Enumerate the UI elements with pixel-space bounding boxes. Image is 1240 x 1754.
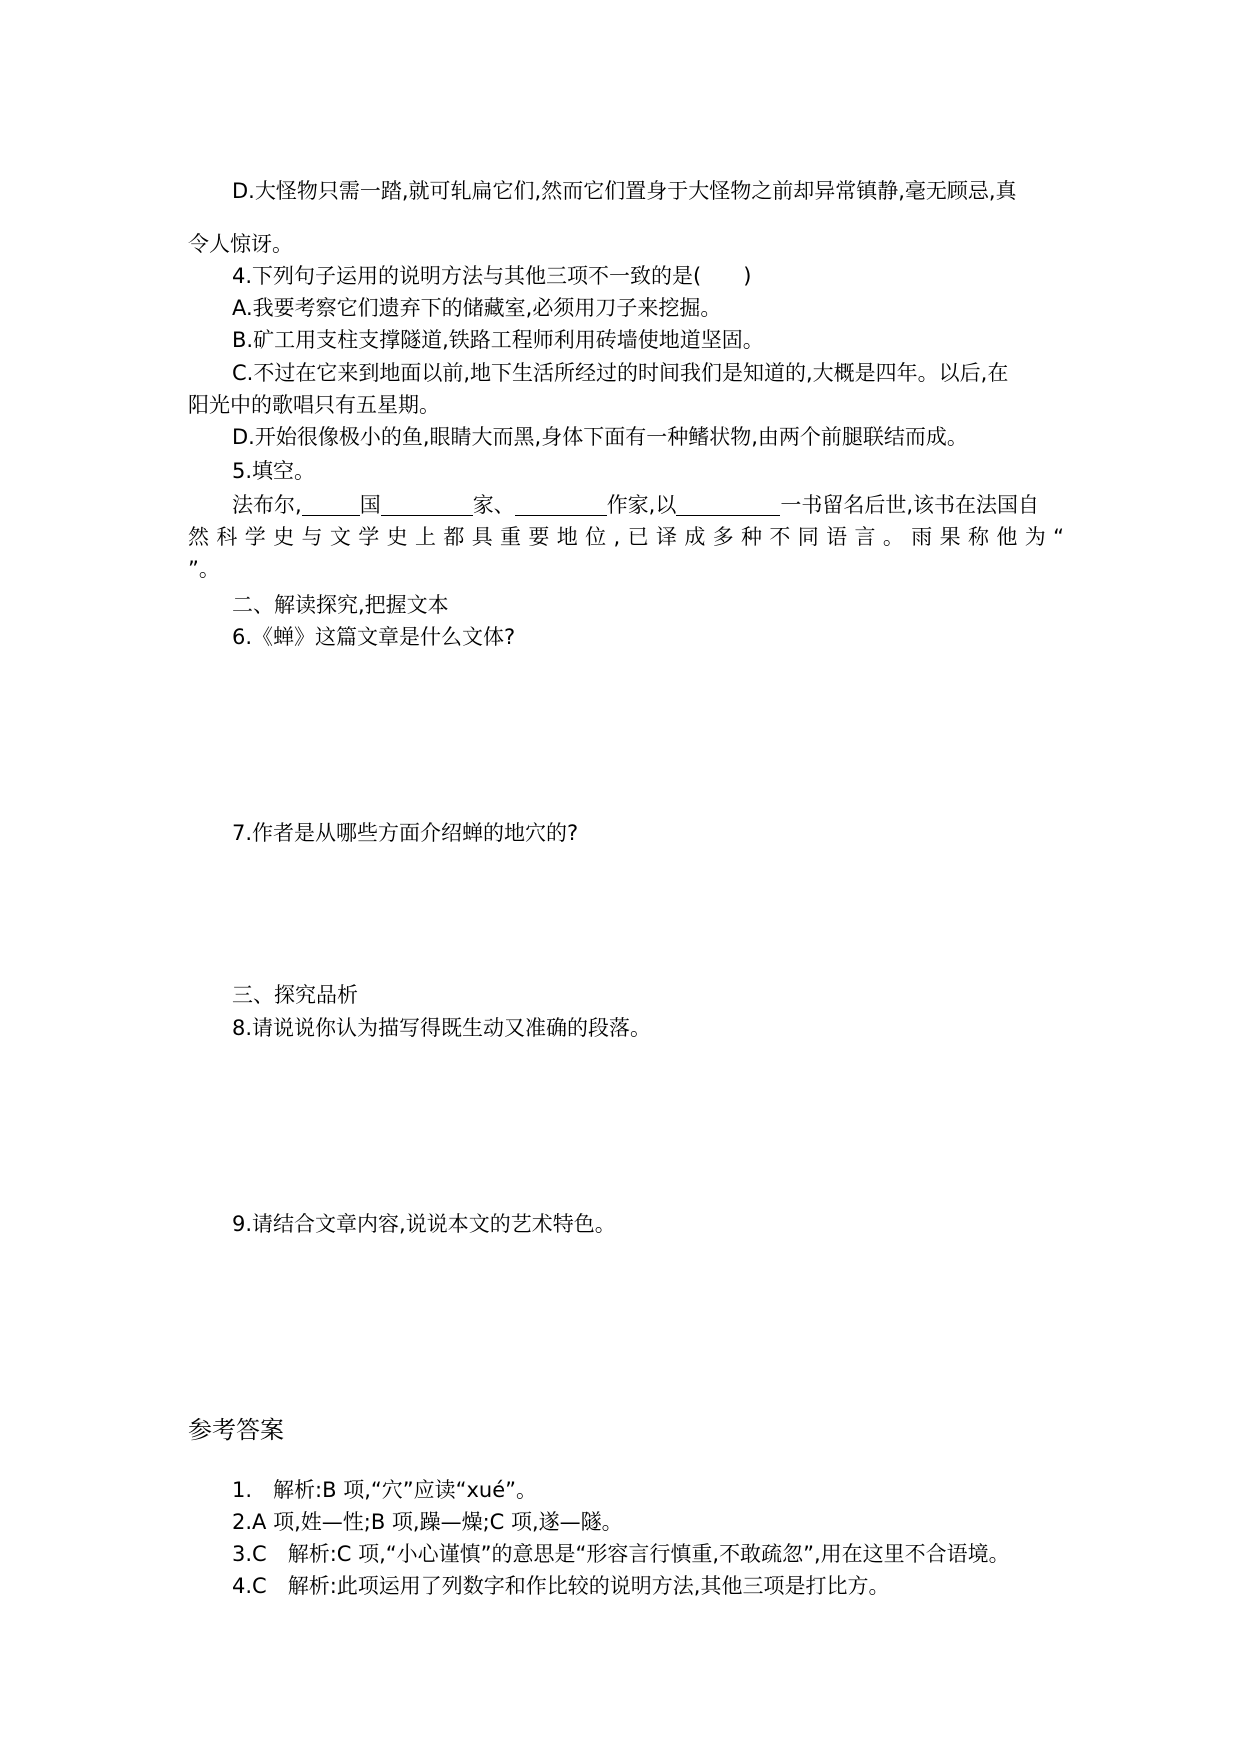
answer-3: 3.C 解析:C 项,“小心谨慎”的意思是“形容言行慎重,不敢疏忽”,用在这里不合语境。 [232, 1542, 1010, 1566]
question-5-fill-line-1 [232, 490, 1068, 520]
question-7: 7.作者是从哪些方面介绍蝉的地穴的? [232, 821, 579, 845]
question-4-option-c-line-2: 阳光中的歌唱只有五星期。 [188, 393, 440, 417]
q5-blank-country[interactable] [302, 493, 360, 516]
q5-text-3: 家、 [472, 493, 515, 517]
section-2-heading: 二、解读探究,把握文本 [232, 593, 449, 617]
question-4-stem: 4.下列句子运用的说明方法与其他三项不一致的是( ) [232, 264, 752, 288]
answers-heading: 参考答案 [188, 1416, 284, 1444]
q5-blank-profession[interactable] [381, 493, 473, 516]
question-6: 6.《蝉》这篇文章是什么文体? [232, 625, 516, 649]
question-4-option-a: A.我要考察它们遗弃下的储藏室,必须用刀子来挖掘。 [232, 296, 722, 320]
section-3-heading: 三、探究品析 [232, 983, 358, 1007]
q5-blank-writer-type[interactable] [515, 493, 607, 516]
question-3-option-d-line-1: D.大怪物只需一踏,就可轧扁它们,然而它们置身于大怪物之前却异常镇静,毫无顾忌,真 [232, 179, 1017, 203]
question-5-fill-line-2: 然科学史与文学史上都具重要地位,已译成多种不同语言。雨果称他为“ [188, 525, 1068, 549]
q5-blank-book-title[interactable] [676, 493, 780, 516]
question-4-option-b: B.矿工用支柱支撑隧道,铁路工程师利用砖墙使地道坚固。 [232, 328, 764, 352]
question-5-stem: 5.填空。 [232, 459, 316, 483]
question-3-option-d-line-2: 令人惊讶。 [188, 232, 293, 256]
question-9: 9.请结合文章内容,说说本文的艺术特色。 [232, 1212, 616, 1236]
question-5-fill-line-3: ”。 [188, 557, 220, 581]
answer-1: 1. 解析:B 项,“穴”应读“xué”。 [232, 1478, 538, 1502]
q5-text-1: 法布尔, [232, 493, 302, 517]
q5-text-2: 国 [359, 493, 381, 517]
q5-text-4: 作家,以 [606, 493, 677, 517]
question-4-option-c-line-1: C.不过在它来到地面以前,地下生活所经过的时间我们是知道的,大概是四年。以后,在 [232, 361, 1009, 385]
question-8: 8.请说说你认为描写得既生动又准确的段落。 [232, 1016, 652, 1040]
answer-2: 2.A 项,姓—性;B 项,躁—燥;C 项,遂—隧。 [232, 1510, 623, 1534]
answer-4: 4.C 解析:此项运用了列数字和作比较的说明方法,其他三项是打比方。 [232, 1574, 890, 1598]
question-4-option-d: D.开始很像极小的鱼,眼睛大而黑,身体下面有一种鳍状物,由两个前腿联结而成。 [232, 425, 968, 449]
q5-text-5: 一书留名后世,该书在法国自 [780, 493, 1040, 517]
